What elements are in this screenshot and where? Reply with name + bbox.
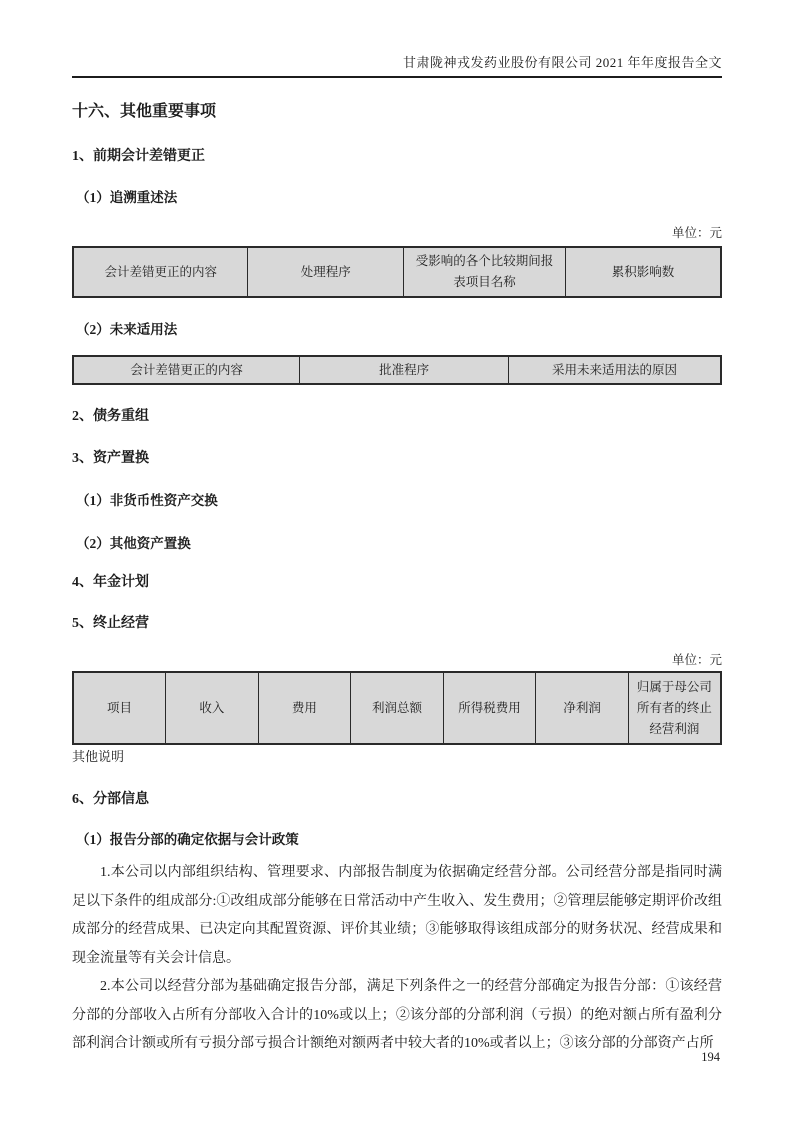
table-discontinued-operations [72,671,722,745]
page-header [72,55,722,78]
table-retrospective-restatement [72,246,722,298]
col-header-revenue: 收入 [166,672,259,744]
heading-segment-information: 6、分部信息 [72,792,149,807]
col-header-prospective-reason: 采用未来适用法的原因 [508,356,721,384]
heading-asset-swap: 3、资产置换 [72,451,149,466]
heading-segment-basis-policy: （1）报告分部的确定依据与会计政策 [76,832,299,847]
col-header-processing-procedure: 处理程序 [248,247,404,297]
col-header-expense: 费用 [258,672,351,744]
col-header-net-profit: 净利润 [536,672,629,744]
col-header-cumulative-impact: 累积影响数 [565,247,721,297]
paragraph-segment-determination: 1.本公司以内部组织结构、管理要求、内部报告制度为依据确定经营分部。公司经营分部是指同时满足以下条件的组成部分:①改组成部分能够在日常活动中产生收入、发生费用；②管理层能够定期评价改组成部分的经营成果、已决定向其配置资源、评价其业绩；③能够取得该组成部分的财务状况、经营成果和现金流量等有关会计信息。 [72,865,722,966]
heading-retrospective-restatement: （1）追溯重述法 [76,190,178,205]
col-header-item: 项目 [73,672,166,744]
table-header-row [73,356,721,384]
table-header-row [73,247,721,297]
col-header-affected-items: 受影响的各个比较期间报表项目名称 [403,247,565,297]
col-header-approval-procedure: 批准程序 [300,356,509,384]
segment-policy-paragraphs [72,859,722,1059]
table-header-row [73,672,721,744]
col-header-parent-discontinued-profit: 归属于母公司所有者的终止经营利润 [628,672,721,744]
col-header-total-profit: 利润总额 [351,672,444,744]
heading-other-asset-swap: （2）其他资产置换 [76,536,191,551]
paragraph-reporting-segment-criteria: 2.本公司以经营分部为基础确定报告分部，满足下列条件之一的经营分部确定为报告分部：①该经营分部的分部收入占所有分部收入合计的10%或以上；②该分部的分部利润（亏损）的绝对额占所有盈利分部利润合计额或所有亏损分部亏损合计额绝对额两者中较大者的10%或者以上；③该分部的分部资产占所 [72,979,722,1051]
col-header-correction-content: 会计差错更正的内容 [73,247,248,297]
heading-debt-restructuring: 2、债务重组 [72,409,149,424]
table-prospective-application [72,355,722,385]
heading-nonmonetary-asset-exchange: （1）非货币性资产交换 [76,493,218,508]
page-number: 194 [701,1050,720,1064]
col-header-correction-content: 会计差错更正的内容 [73,356,300,384]
heading-prospective-application: （2）未来适用法 [76,322,178,337]
col-header-income-tax: 所得税费用 [443,672,536,744]
heading-annuity-plan: 4、年金计划 [72,575,149,590]
unit-label-2: 单位：元 [671,653,722,667]
heading-discontinued-operations: 5、终止经营 [72,616,149,631]
unit-label-1: 单位：元 [671,226,722,240]
section-title-16: 十六、其他重要事项 [72,103,217,120]
other-notes-label: 其他说明 [72,749,125,764]
page-header-title: 甘肃陇神戎发药业股份有限公司 2021 年年度报告全文 [402,55,722,70]
heading-prior-period-error-correction: 1、前期会计差错更正 [72,149,205,164]
